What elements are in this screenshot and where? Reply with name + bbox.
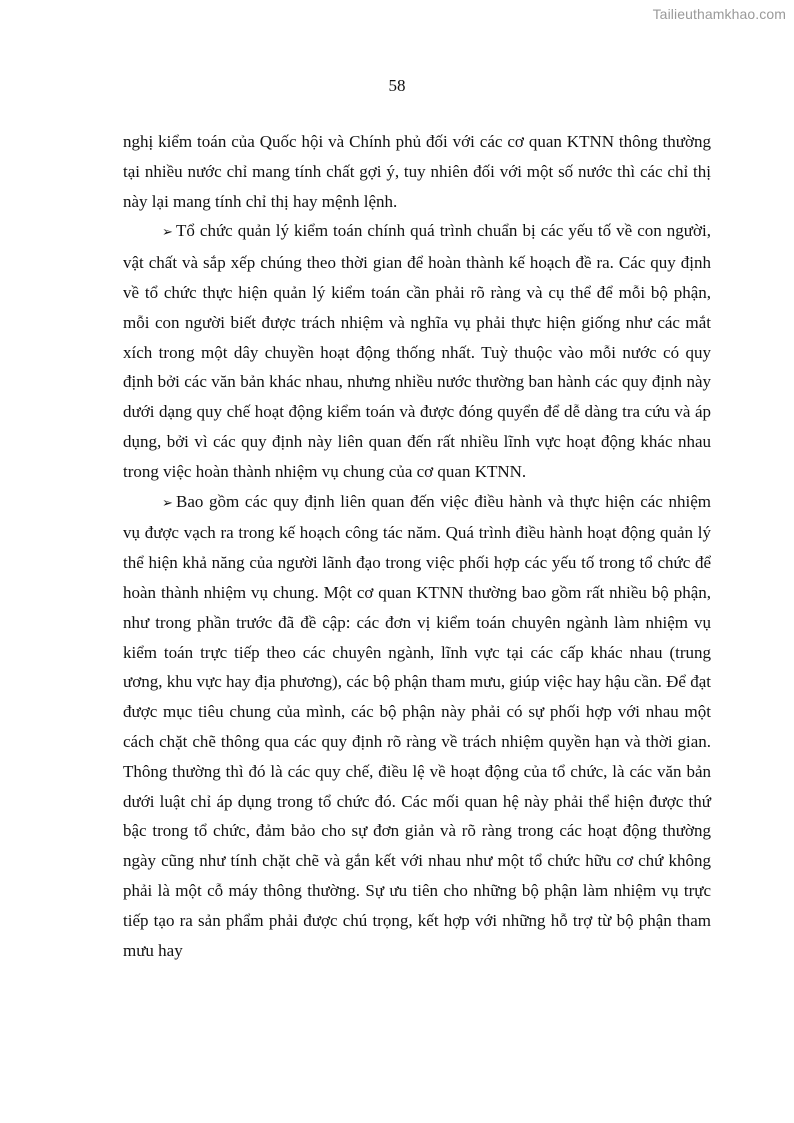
arrow-bullet-icon: ➢: [162, 225, 173, 241]
page-number: 58: [388, 76, 406, 95]
paragraph-text: Tổ chức quản lý kiểm toán chính quá trình chuẩn bị các yếu tố về con người, vật chất và sắp xếp chúng theo thời gian để hoàn thành kế hoạch đề ra. Các quy định về tổ chức thực hiện quản lý kiểm toán cần phải rõ ràng và cụ thể để mỗi bộ phận, mỗi con người biết được trách nhiệm và nghĩa vụ phải thực hiện giống như các mắt xích trong một dây chuyền hoạt động thống nhất. Tuỳ thuộc vào mỗi nước có quy định bởi các văn bản khác nhau, nhưng nhiều nước thường ban hành các quy định này dưới dạng quy chế hoạt động kiểm toán và được đóng quyển để dễ dàng tra cứu và áp dụng, bởi vì các quy định này liên quan đến rất nhiều lĩnh vực hoạt động khác nhau trong việc hoàn thành nhiệm vụ chung của cơ quan KTNN.: [123, 221, 711, 481]
arrow-bullet-icon: ➢: [162, 495, 173, 511]
bullet-paragraph-regulations: [123, 487, 711, 966]
paragraph-continuation: [123, 127, 711, 216]
bullet-paragraph-organization: [123, 216, 711, 486]
document-body: [123, 127, 711, 965]
paragraph-text: nghị kiểm toán của Quốc hội và Chính phủ đối với các cơ quan KTNN thông thường tại nhiều nước chỉ mang tính chất gợi ý, tuy nhiên đối với một số nước thì các chỉ thị này lại mang tính chỉ thị hay mệnh lệnh.: [123, 132, 711, 211]
paragraph-text: Bao gồm các quy định liên quan đến việc điều hành và thực hiện các nhiệm vụ được vạch ra trong kế hoạch công tác năm. Quá trình điều hành hoạt động quản lý thể hiện khả năng của người lãnh đạo trong việc phối hợp các yếu tố trong tổ chức để hoàn thành nhiệm vụ chung. Một cơ quan KTNN thường bao gồm rất nhiều bộ phận, như trong phần trước đã đề cập: các đơn vị kiểm toán chuyên ngành làm nhiệm vụ kiểm toán trực tiếp theo các chuyên ngành, lĩnh vực tại các cấp khác nhau (trung ương, khu vực hay địa phương), các bộ phận tham mưu, giúp việc hay hậu cần. Để đạt được mục tiêu chung của mình, các bộ phận này phải có sự phối hợp với nhau một cách chặt chẽ thông qua các quy định rõ ràng về trách nhiệm quyền hạn và thời gian. Thông thường thì đó là các quy chế, điều lệ về hoạt động của tổ chức, là các văn bản dưới luật chỉ áp dụng trong tổ chức đó. Các mối quan hệ này phải thể hiện được thứ bậc trong tổ chức, đảm bảo cho sự đơn giản và rõ ràng trong các hoạt động thường ngày cũng như tính chặt chẽ và gắn kết với nhau như một tổ chức hữu cơ chứ không phải là một cỗ máy thông thường. Sự ưu tiên cho những bộ phận làm nhiệm vụ trực tiếp tạo ra sản phẩm phải được chú trọng, kết hợp với những hỗ trợ từ bộ phận tham mưu hay: [123, 491, 711, 960]
watermark-text: Tailieuthamkhao.com: [652, 6, 786, 22]
